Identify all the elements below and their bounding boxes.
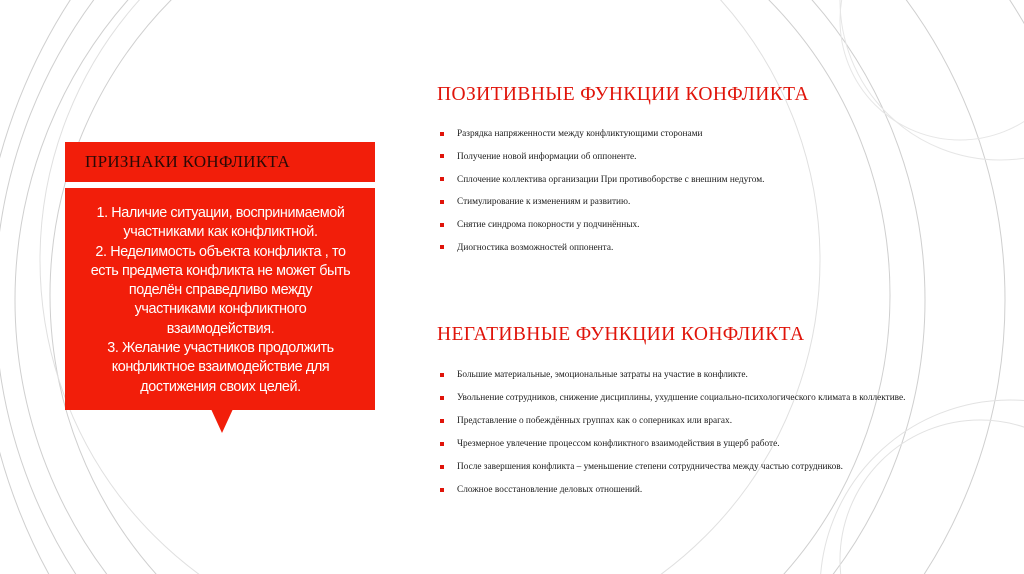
list-item xyxy=(440,196,960,209)
signs-line: 3. Желание участников продолжить xyxy=(107,340,334,357)
list-item-text: Стимулирование к изменениям и развитию. xyxy=(457,197,631,208)
signs-line: достижения своих целей. xyxy=(140,378,301,395)
list-item xyxy=(440,461,960,474)
bullet-square-icon xyxy=(440,488,444,492)
list-item xyxy=(440,392,960,405)
bullet-square-icon xyxy=(440,373,444,377)
list-item xyxy=(440,438,960,451)
positive-functions-title: ПОЗИТИВНЫЕ ФУНКЦИИ КОНФЛИКТА xyxy=(437,84,809,105)
bullet-square-icon xyxy=(440,154,444,158)
list-item xyxy=(440,484,960,497)
arc-line xyxy=(840,0,1024,140)
signs-line: участниками конфликтного xyxy=(134,301,307,318)
list-item-text: Диогностика возможностей оппонента. xyxy=(457,242,614,253)
list-item-text: Чрезмерное увлечение процессом конфликтного взаимодействия в ущерб работе. xyxy=(457,439,780,449)
list-item-text: Снятие синдрома покорности у подчинённых. xyxy=(457,220,640,231)
bullet-square-icon xyxy=(440,465,444,469)
bullet-square-icon xyxy=(440,245,444,249)
list-item-text: Сложное восстановление деловых отношений. xyxy=(457,485,643,495)
bullet-square-icon xyxy=(440,200,444,204)
signs-line: конфликтное взаимодействие для xyxy=(111,359,330,376)
signs-line: есть предмета конфликта не может быть xyxy=(90,262,351,279)
list-item xyxy=(440,128,960,141)
signs-line: участниками как конфликтной. xyxy=(123,224,318,241)
bullet-square-icon xyxy=(440,223,444,227)
signs-line: 2. Неделимость объекта конфликта , то xyxy=(95,243,346,260)
list-item xyxy=(440,219,960,232)
list-item-text: Получение новой информации об оппоненте. xyxy=(457,151,637,162)
negative-functions-list xyxy=(440,369,960,507)
signs-header-box xyxy=(65,142,375,182)
list-item-text: Представление о побеждённых группах как о соперниках или врагах. xyxy=(457,416,733,426)
bullet-square-icon xyxy=(440,396,444,400)
signs-header-title: ПРИЗНАКИ КОНФЛИКТА xyxy=(85,152,290,171)
list-item-text: После завершения конфликта – уменьшение степени сотрудничества между частью сотрудников. xyxy=(457,462,843,472)
list-item-text: Большие материальные, эмоциональные затраты на участие в конфликте. xyxy=(457,370,748,380)
bullet-square-icon xyxy=(440,419,444,423)
signs-body-box xyxy=(65,188,375,410)
list-item xyxy=(440,151,960,164)
bullet-square-icon xyxy=(440,132,444,136)
bullet-square-icon xyxy=(440,442,444,446)
list-item xyxy=(440,242,960,255)
signs-line: 1. Наличие ситуации, воспринимаемой xyxy=(96,205,345,221)
negative-functions-title: НЕГАТИВНЫЕ ФУНКЦИИ КОНФЛИКТА xyxy=(437,324,805,345)
bullet-square-icon xyxy=(440,177,444,181)
list-item-text: Увольнение сотрудников, снижение дисциплины, ухудшение социально-психологического климата в коллективе. xyxy=(457,393,906,403)
callout-pointer xyxy=(211,409,233,433)
list-item-text: Сплочение коллектива организации При противоборстве с внешним недугом. xyxy=(457,174,765,185)
list-item-text: Разрядка напряженности между конфликтующими сторонами xyxy=(457,129,703,139)
list-item xyxy=(440,415,960,428)
list-item xyxy=(440,174,960,187)
list-item xyxy=(440,369,960,382)
positive-functions-list xyxy=(440,128,960,265)
signs-line: поделён справедливо между xyxy=(128,282,313,299)
signs-line: взаимодействия. xyxy=(166,320,275,337)
